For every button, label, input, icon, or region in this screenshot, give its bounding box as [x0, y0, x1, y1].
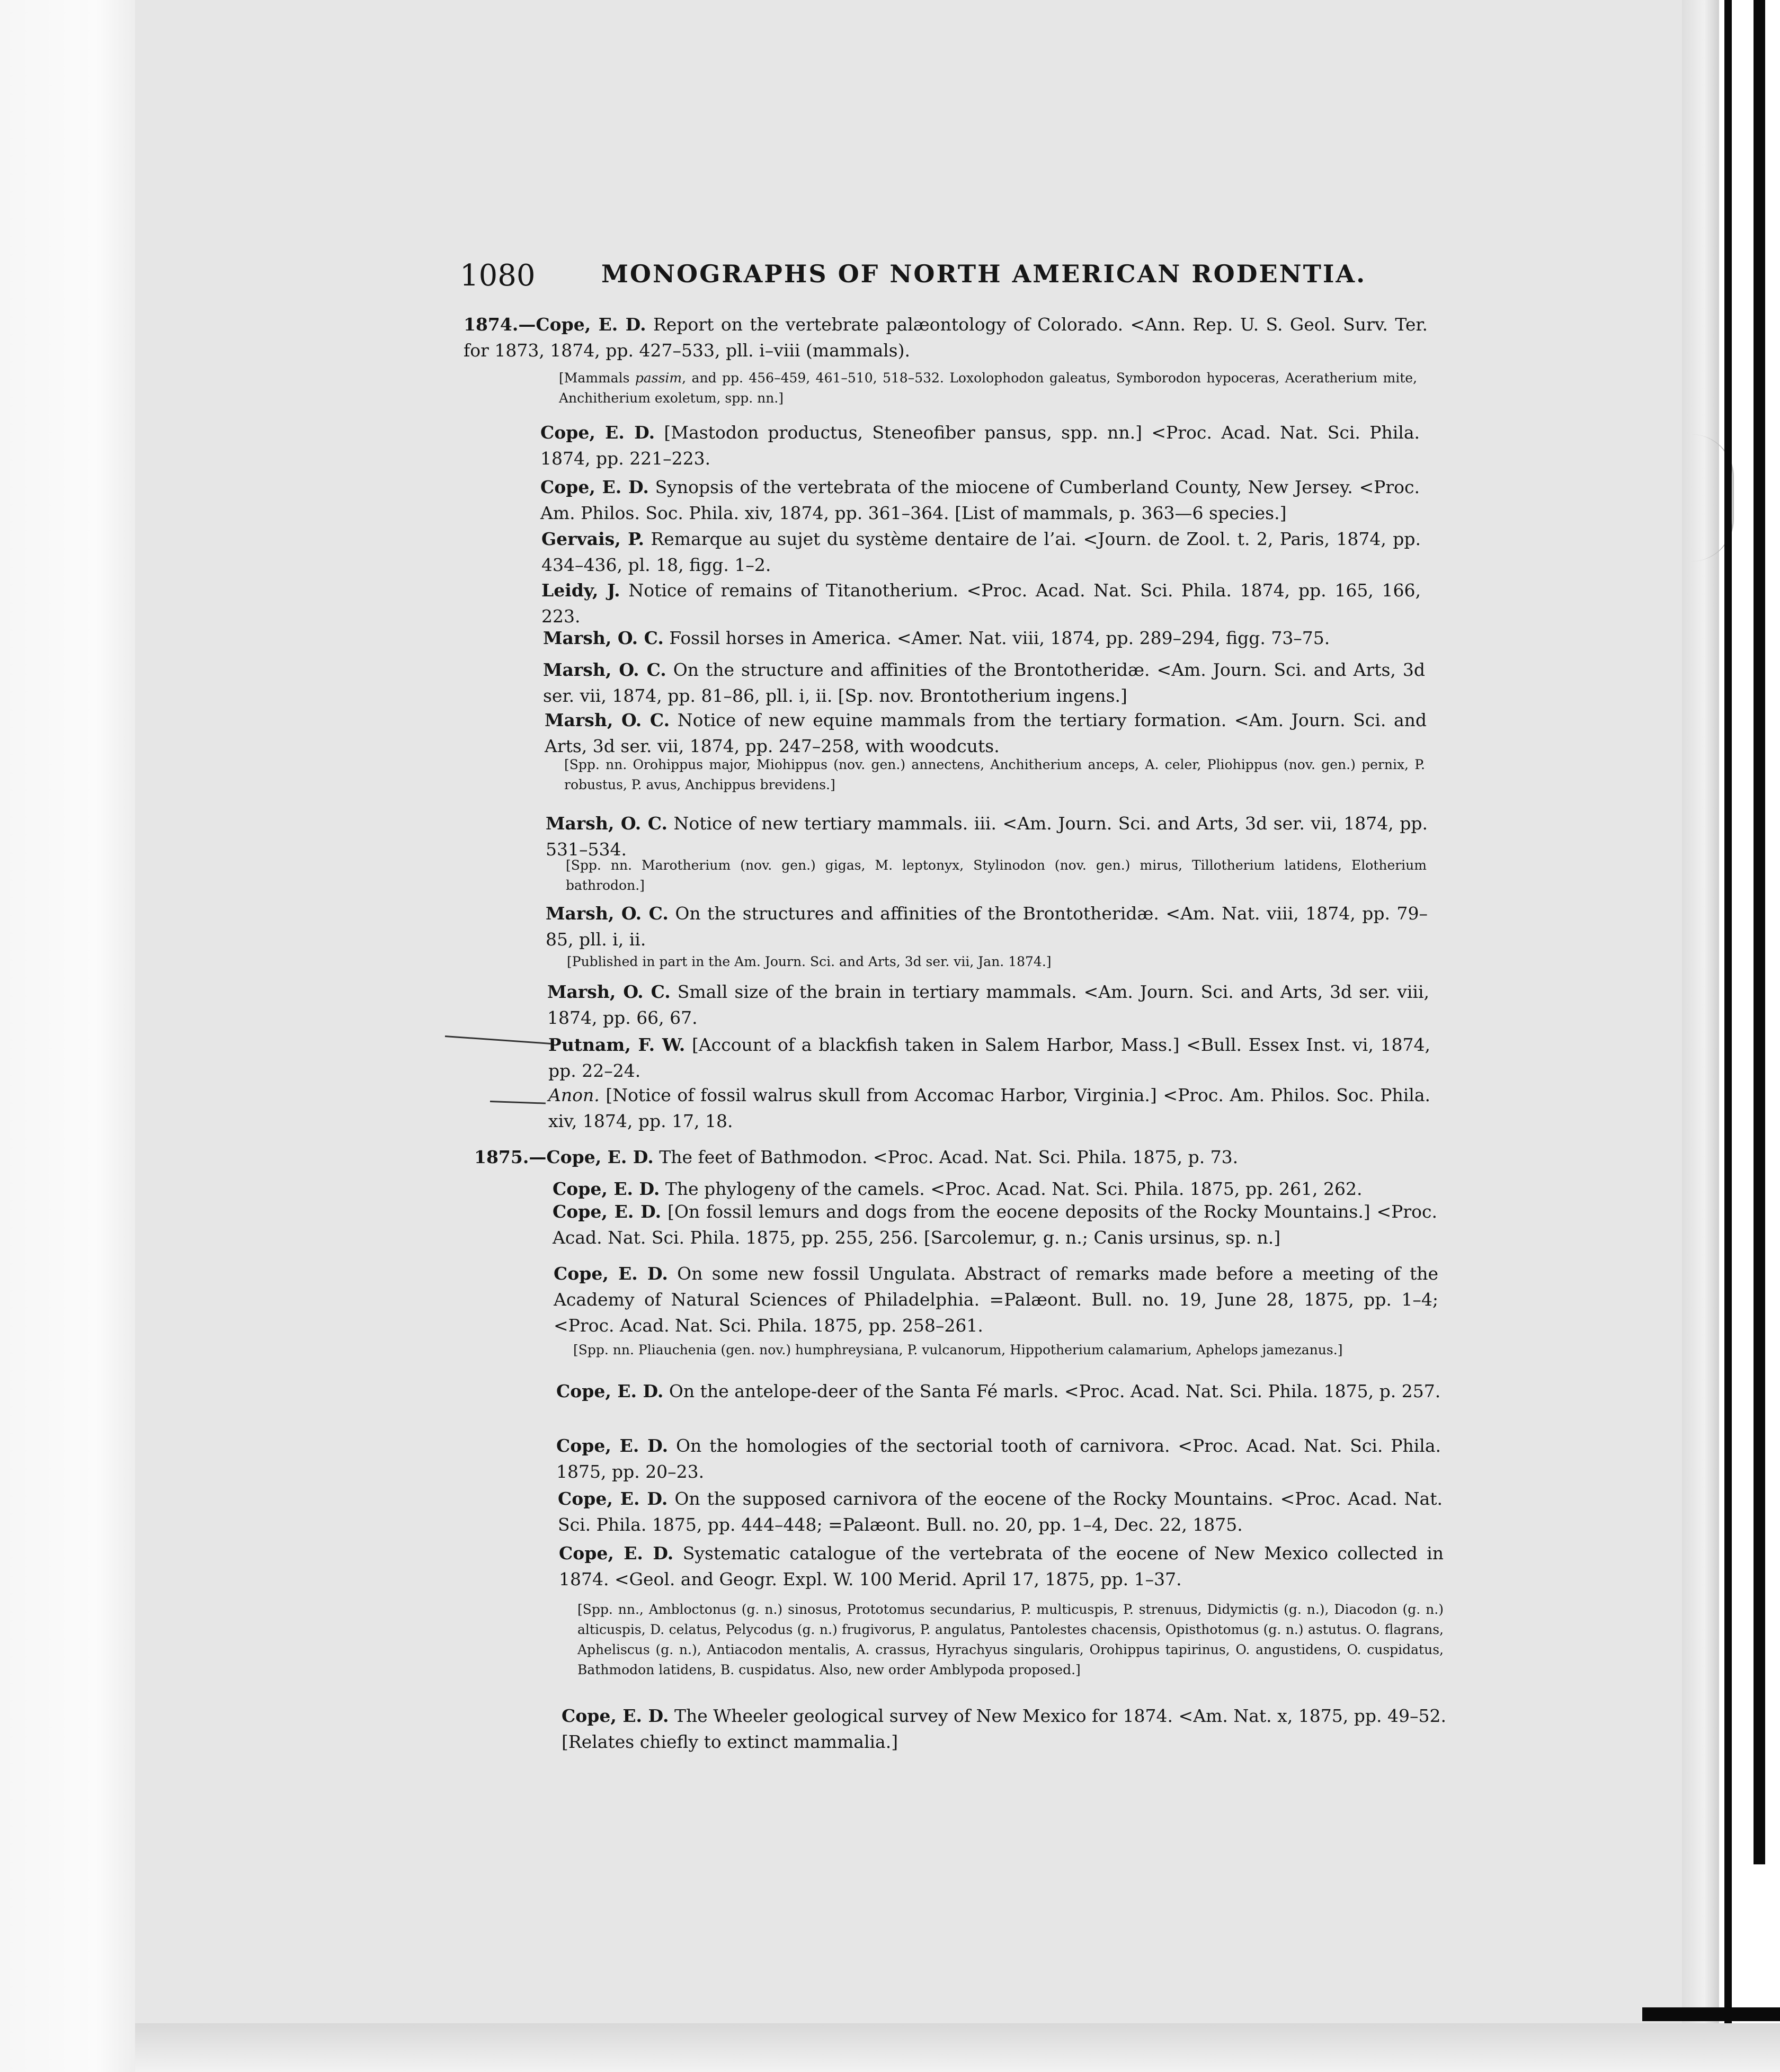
entry-author: Marsh, O. C. — [543, 659, 666, 680]
bib-entry — [558, 1486, 1443, 1538]
entry-text: On some new fossil Ungulata. Abstract of remarks made before a meeting of the Academy of Natural Sciences of Philadelphia. =Palæont. Bull. no. 19, June 28, 1875, pp. 1–4; <Proc. Acad. Nat. Sci. Phila. 1875, pp. 258–261. — [554, 1263, 1438, 1336]
bib-entry — [547, 979, 1429, 1031]
entry-author: Cope, E. D. — [558, 1488, 668, 1509]
page-number: 1080 — [460, 258, 536, 293]
entry-text: On the structures and affinities of the Brontotheridæ. <Am. Nat. viii, 1874, pp. 79–85, pll. i, ii. — [546, 903, 1428, 950]
bib-entry — [554, 1261, 1438, 1338]
entry-author: Cope, E. D. — [556, 1435, 669, 1456]
entry-text: The Wheeler geological survey of New Mexico for 1874. <Am. Nat. x, 1875, pp. 49–52. [Relates chiefly to extinct mammalia.] — [562, 1705, 1446, 1752]
bib-entry — [546, 900, 1428, 952]
bib-entry — [540, 474, 1420, 526]
note-text: [Spp. nn. Pliauchenia (gen. nov.) humphreysiana, P. vulcanorum, Hippotherium calamarium, Aphelops jamezanus.] — [573, 1342, 1343, 1357]
scan-edge-line — [1754, 0, 1765, 1864]
entry-author: Cope, E. D. — [556, 1381, 664, 1401]
bib-entry — [553, 1199, 1437, 1251]
note-text: [Mammals — [559, 370, 635, 386]
bib-entry — [541, 526, 1421, 578]
bib-note — [559, 368, 1417, 408]
entry-text: Small size of the brain in tertiary mammals. <Am. Journ. Sci. and Arts, 3d ser. viii, 1874, pp. 66, 67. — [547, 981, 1430, 1028]
entry-author: Cope, E. D. — [553, 1201, 662, 1222]
entry-author: Leidy, J. — [541, 580, 620, 601]
entry-text: Notice of new equine mammals from the tertiary formation. <Am. Journ. Sci. and Arts, 3d ser. vii, 1874, pp. 247–258, with woodcuts. — [545, 710, 1427, 756]
bib-note — [564, 755, 1425, 795]
note-text: [Spp. nn., Ambloctonus (g. n.) sinosus, Prototomus secundarius, P. multicuspis, P. strenuus, Didymictis (g. n.), Diacodon (g. n.) alticuspis, D. celatus, Pelycodus (g. n.) frugivorus, P. angulatus, Pantolestes chacensis, Opisthotomus (g. n.) astutus. O. flagrans, Apheliscus (g. n.), Antiacodon mentalis, A. crassus, Hyrachyus singularis, Orohippus tapirinus, O. angustidens, O. cuspidatus, Bathmodon latidens, B. cuspidatus. Also, new order Amblypoda proposed.] — [577, 1602, 1444, 1677]
entry-text: Remarque au sujet du système dentaire de l’ai. <Journ. de Zool. t. 2, Paris, 1874, pp. 434–436, pl. 18, figg. 1–2. — [541, 529, 1421, 575]
entry-author: Marsh, O. C. — [546, 813, 668, 834]
running-head: MONOGRAPHS OF NORTH AMERICAN RODENTIA. — [601, 260, 1367, 288]
entry-text: Notice of new tertiary mammals. iii. <Am. Journ. Sci. and Arts, 3d ser. vii, 1874, pp. 531–534. — [546, 813, 1428, 860]
entry-year: 1874.— — [464, 314, 536, 335]
entry-text: On the supposed carnivora of the eocene of the Rocky Mountains. <Proc. Acad. Nat. Sci. Phila. 1875, pp. 444–448; =Palæont. Bull. no. 20, pp. 1–4, Dec. 22, 1875. — [558, 1488, 1443, 1535]
bib-entry — [546, 810, 1428, 862]
entry-text: On the homologies of the sectorial tooth of carnivora. <Proc. Acad. Nat. Sci. Phila. 1875, pp. 20–23. — [556, 1435, 1441, 1482]
entry-author: Cope, E. D. — [536, 314, 646, 335]
scan-bottom-bar — [1642, 2007, 1780, 2021]
bib-entry — [556, 1433, 1441, 1485]
bib-entry — [474, 1144, 1438, 1170]
bib-entry — [540, 419, 1420, 471]
entry-text: [Mastodon productus, Steneofiber pansus, spp. nn.] <Proc. Acad. Nat. Sci. Phila. 1874, pp. 221–223. — [540, 422, 1420, 469]
entry-author: Marsh, O. C. — [546, 903, 669, 924]
bib-entry — [559, 1540, 1444, 1592]
bib-entry — [553, 1176, 1437, 1202]
entry-year: 1875.— — [474, 1147, 547, 1167]
entry-text: On the antelope-deer of the Santa Fé marls. <Proc. Acad. Nat. Sci. Phila. 1875, p. 257. — [663, 1381, 1441, 1401]
bib-entry — [548, 1082, 1430, 1134]
entry-author: Marsh, O. C. — [543, 628, 664, 648]
note-text: [Spp. nn. Orohippus major, Miohippus (nov. gen.) annectens, Anchitherium anceps, A. celer, Pliohippus (nov. gen.) pernix, P. robustus, P. avus, Anchippus brevidens.] — [564, 757, 1425, 792]
bib-entry — [562, 1703, 1446, 1755]
note-text: [Spp. nn. Marotherium (nov. gen.) gigas, M. leptonyx, Stylinodon (nov. gen.) mirus, Tillotherium latidens, Elotherium bathrodon.] — [566, 858, 1427, 893]
entry-author: Putnam, F. W. — [548, 1034, 686, 1055]
entry-author: Cope, E. D. — [540, 477, 649, 497]
entry-author: Gervais, P. — [541, 529, 644, 549]
bib-note — [566, 855, 1427, 896]
bib-note — [573, 1340, 1437, 1360]
entry-text: Fossil horses in America. <Amer. Nat. viii, 1874, pp. 289–294, figg. 73–75. — [663, 628, 1330, 648]
entry-text: Systematic catalogue of the vertebrata of the eocene of New Mexico collected in 1874. <Geol. and Geogr. Expl. W. 100 Merid. April 17, 1875, pp. 1–37. — [559, 1543, 1444, 1589]
entry-author: Cope, E. D. — [562, 1705, 669, 1726]
entry-text: The feet of Bathmodon. <Proc. Acad. Nat. Sci. Phila. 1875, p. 73. — [653, 1147, 1239, 1167]
bib-entry — [543, 625, 1422, 651]
entry-text: The phylogeny of the camels. <Proc. Acad. Nat. Sci. Phila. 1875, pp. 261, 262. — [660, 1178, 1363, 1199]
entry-text: [Account of a blackfish taken in Salem Harbor, Mass.] <Bull. Essex Inst. vi, 1874, pp. 22–24. — [548, 1034, 1430, 1081]
bib-entry — [548, 1032, 1430, 1084]
entry-author: Anon. — [548, 1085, 600, 1105]
note-text: , and pp. 456–459, 461–510, 518–532. Loxolophodon galeatus, Symborodon hypoceras, Aceratherium mite, Anchitherium exoletum, spp. nn.] — [559, 370, 1417, 406]
entry-text: Synopsis of the vertebrata of the miocene of Cumberland County, New Jersey. <Proc. Am. Philos. Soc. Phila. xiv, 1874, pp. 361–364. [List of mammals, p. 363—6 species.] — [540, 477, 1420, 523]
scan-bottom-strip — [135, 2023, 1780, 2072]
bib-entry — [543, 657, 1425, 709]
entry-text: [Notice of fossil walrus skull from Accomac Harbor, Virginia.] <Proc. Am. Philos. Soc. Phila. xiv, 1874, pp. 17, 18. — [548, 1085, 1430, 1131]
bib-note — [577, 1600, 1444, 1680]
scan-edge-line — [1724, 0, 1732, 2072]
entry-author: Cope, E. D. — [559, 1543, 674, 1564]
note-text: [Published in part in the Am. Journ. Sci. and Arts, 3d ser. vii, Jan. 1874.] — [567, 954, 1052, 969]
bib-note — [567, 952, 1428, 972]
entry-text: On the structure and affinities of the Brontotheridæ. <Am. Journ. Sci. and Arts, 3d ser. vii, 1874, pp. 81–86, pll. i, ii. [Sp. nov. Brontotherium ingens.] — [543, 659, 1425, 706]
entry-author: Marsh, O. C. — [547, 981, 671, 1002]
entry-author: Marsh, O. C. — [545, 710, 670, 730]
entry-author: Cope, E. D. — [546, 1147, 654, 1167]
entry-text: Notice of remains of Titanotherium. <Proc. Acad. Nat. Sci. Phila. 1874, pp. 165, 166, 223. — [541, 580, 1421, 627]
entry-text: Report on the vertebrate palæontology of Colorado. <Ann. Rep. U. S. Geol. Surv. Ter. for 1873, 1874, pp. 427–533, pll. i–viii (mammals). — [464, 314, 1428, 361]
entry-author: Cope, E. D. — [554, 1263, 668, 1284]
note-text: passim — [635, 370, 682, 386]
bib-entry — [556, 1378, 1441, 1404]
entry-text: [On fossil lemurs and dogs from the eocene deposits of the Rocky Mountains.] <Proc. Acad. Nat. Sci. Phila. 1875, pp. 255, 256. [Sarcolemur, g. n.; Canis ursinus, sp. n.] — [553, 1201, 1437, 1248]
bib-entry — [545, 707, 1427, 759]
bib-entry — [541, 577, 1421, 629]
entry-author: Cope, E. D. — [553, 1178, 660, 1199]
entry-author: Cope, E. D. — [540, 422, 655, 443]
bib-entry — [464, 311, 1428, 363]
page-fold-shadow — [1682, 0, 1719, 2072]
scan-left-margin — [0, 0, 138, 2072]
